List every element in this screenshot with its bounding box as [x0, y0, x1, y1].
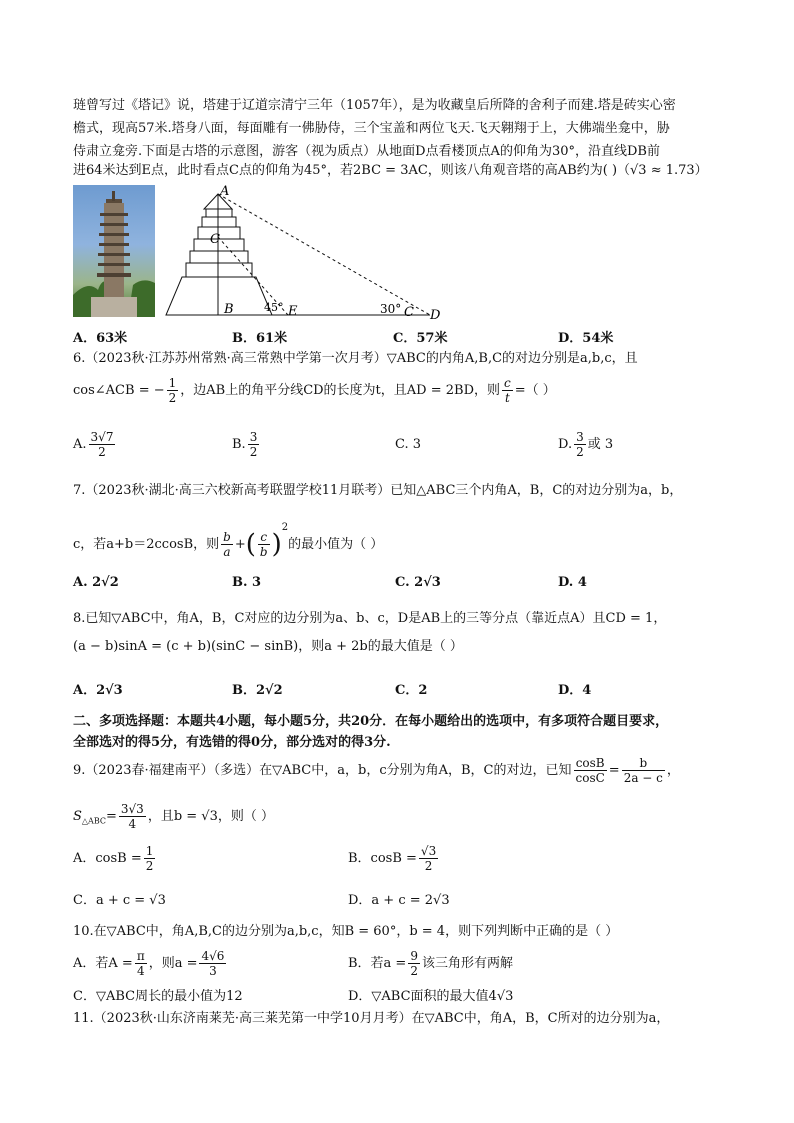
q9-intro: 9.（2023春·福建南平）（多选）在▽ABC中，a，b，c分别为角A，B，C的对边，已知	[73, 763, 572, 778]
q10-option-a-frac2-den: 3	[209, 964, 217, 978]
q9-option-d[interactable]: D．a + c = 2√3	[348, 893, 450, 908]
q9-option-b-frac	[419, 844, 438, 873]
q9-option-a-frac	[144, 844, 156, 873]
label-D: D	[430, 308, 441, 321]
q7-frac-ba-den: a	[223, 545, 231, 559]
q6-option-b-frac	[248, 430, 260, 459]
q10-option-a-frac1	[135, 949, 147, 978]
label-45: 45°	[264, 301, 284, 314]
q10-line1: 10.在▽ABC中，角A,B,C的边分别为a,b,c，知B = 60°，b = 4，则下列判断中正确的是（ ）	[73, 924, 619, 939]
q6-option-a-num: 3√7	[90, 430, 114, 444]
q5-option-b[interactable]: B．61米	[232, 331, 288, 346]
q9-area-sub: △ABC	[81, 816, 106, 826]
q6-condition: ，边AB上的角平分线CD的长度为t，且AD = 2BD，则	[180, 383, 501, 398]
q7-line2	[73, 508, 383, 565]
q9-option-b-label: B．cosB =	[348, 851, 417, 866]
q10-option-a-frac2	[199, 949, 226, 978]
q9-line1	[73, 752, 680, 790]
q8-line1: 8.已知▽ABC中，角A，B，C对应的边分别为a、b、c，D是AB上的三等分点（靠近点A）且CD = 1，	[73, 611, 667, 626]
q10-option-a-frac1-num: π	[136, 949, 145, 963]
q7-frac-cb-num: c	[258, 530, 270, 545]
q8-option-d[interactable]: D．4	[558, 683, 592, 698]
q9-frac-b	[622, 756, 665, 785]
q6-option-b-den: 2	[249, 445, 258, 459]
q9-line2	[73, 798, 274, 841]
q10-option-b-label: B．若a =	[348, 956, 407, 971]
q7-frac-ba-num: b	[223, 530, 231, 544]
q5-line4: 进64米达到E点，此时看点C点的仰角为45°，若2BC = 3AC，则该八角观音塔的高AB约为( )（√3 ≈ 1.73）	[73, 163, 708, 178]
q7-paren-right: )	[271, 529, 282, 560]
q7-ask: 的最小值为（ ）	[288, 537, 384, 552]
q5-line2: 檐式，现高57米.塔身八面，每面雕有一佛胁侍，三个宝盖和两位飞天.飞天翱翔于上，大佛端坐龛中，胁	[73, 121, 670, 136]
q9-area-eq: =	[105, 809, 117, 824]
section2-line1: 二、多项选择题：本题共4小题，每小题5分，共20分．在每小题给出的选项中，有多项符合题目要求，	[73, 714, 669, 729]
q6-option-b-label: B.	[232, 437, 246, 452]
q5-line1: 琏曾写过《塔记》说，塔建于辽道宗清宁三年（1057年），是为收藏皇后所降的舍利子而建.塔是砖实心密	[73, 98, 676, 113]
q8-line2: (a − b)sinA = (c + b)(sinC − sinB)，则a + 2b的最大值是（ ）	[73, 639, 463, 654]
q10-option-a-label: A．若A =	[73, 956, 133, 971]
q6-ask: =（ ）	[514, 383, 556, 398]
q10-option-c[interactable]: C．▽ABC周长的最小值为12	[73, 989, 243, 1004]
q7-option-d[interactable]: D. 4	[558, 575, 587, 590]
q10-option-d[interactable]: D．▽ABC面积的最大值4√3	[348, 989, 514, 1004]
q8-option-b[interactable]: B．2√2	[232, 683, 283, 698]
pagoda-photo-drawing	[73, 185, 155, 317]
q6-frac-half-den: 2	[168, 391, 177, 405]
q7-line1: 7.（2023秋·湖北·高三六校新高考联盟学校11月联考）已知△ABC三个内角A，B，C的对边分别为a，b，	[73, 483, 683, 498]
label-C-top: C	[210, 232, 220, 247]
q6-option-b-num: 3	[249, 430, 258, 444]
q6-frac-ct	[502, 376, 513, 405]
label-C-bottom: C	[404, 305, 414, 320]
q6-option-d[interactable]	[558, 428, 613, 462]
q7-square: 2	[281, 522, 289, 533]
label-E: E	[288, 304, 298, 319]
q9-eq: =	[608, 763, 620, 778]
pagoda-diagram	[160, 185, 450, 321]
q6-option-d-label: D.	[558, 437, 573, 452]
q8-option-a[interactable]: A．2√3	[73, 683, 123, 698]
q6-option-d-tail: 或 3	[587, 437, 614, 452]
label-A: A	[220, 185, 230, 199]
q6-frac-ct-den: t	[504, 391, 510, 405]
q9-frac-cos-den: cosC	[575, 771, 605, 785]
q9-frac-cos-num: cosB	[574, 756, 607, 771]
q5-line3: 侍肃立龛旁.下面是古塔的示意图，游客（视为质点）从地面D点看楼顶点A的仰角为30°，沿直线DB前	[73, 144, 660, 159]
q6-line1: 6.（2023秋·江苏苏州常熟·高三常熟中学第一次月考）▽ABC的内角A,B,C的对边分别是a,b,c，且	[73, 351, 638, 366]
q9-option-a-label: A．cosB =	[73, 851, 142, 866]
q9-frac-area	[119, 802, 146, 831]
q7-option-a[interactable]: A. 2√2	[73, 575, 119, 590]
q5-option-d[interactable]: D．54米	[558, 331, 614, 346]
q7-frac-cb	[258, 530, 270, 559]
q9-option-a[interactable]	[73, 842, 157, 876]
q10-option-b-tail: 该三角形有两解	[421, 956, 513, 971]
q9-frac-cos	[574, 756, 607, 785]
label-B: B	[224, 302, 234, 317]
q7-option-c[interactable]: C. 2√3	[395, 575, 441, 590]
q9-frac-b-num: b	[622, 756, 665, 771]
q9-option-b-den: 2	[424, 859, 433, 873]
q9-option-a-num: 1	[145, 844, 154, 858]
q10-option-b[interactable]	[348, 946, 513, 982]
q6-option-c[interactable]: C. 3	[395, 437, 422, 452]
q10-option-a-frac1-den: 4	[136, 964, 145, 978]
q9-option-c[interactable]: C．a + c = √3	[73, 893, 166, 908]
q5-option-c[interactable]: C．57米	[393, 331, 448, 346]
q5-option-a[interactable]: A．63米	[73, 331, 128, 346]
q6-frac-ct-num: c	[504, 376, 511, 390]
q10-option-b-num: 9	[410, 949, 418, 963]
q7-plus: +	[234, 537, 246, 552]
q9-area-symbol: S	[73, 809, 82, 824]
q7-paren-left: (	[245, 529, 256, 560]
pagoda-photo	[73, 185, 155, 317]
q7-option-b[interactable]: B. 3	[232, 575, 262, 590]
q11-line1: 11.（2023秋·山东济南莱芜·高三莱芜第一中学10月月考）在▽ABC中，角A，B，C所对的边分别为a，	[73, 1011, 670, 1026]
q6-line2	[73, 374, 556, 408]
q10-option-a[interactable]	[73, 946, 228, 982]
q8-option-c[interactable]: C．2	[395, 683, 428, 698]
q6-option-a-frac	[89, 430, 116, 459]
q9-frac-area-den: 4	[128, 817, 137, 831]
q9-frac-area-num: 3√3	[120, 802, 144, 816]
q6-option-d-frac	[574, 430, 586, 459]
q10-option-a-mid: ，则a =	[148, 956, 198, 971]
q7-frac-cb-den: b	[259, 545, 268, 559]
q7-frac-ba	[221, 530, 233, 559]
q6-option-d-num: 3	[576, 430, 584, 444]
section2-line2: 全部选对的得5分，有选错的得0分，部分选对的得3分.	[73, 735, 391, 750]
q9-ask: ，且b = √3，则（ ）	[147, 809, 274, 824]
q6-cos-expr: cos∠ACB = −	[73, 383, 165, 398]
q7-condition: c，若a+b＝2ccosB，则	[73, 537, 220, 552]
q9-comma: ，	[666, 763, 680, 778]
q9-option-b[interactable]	[348, 842, 440, 876]
q6-option-d-den: 2	[576, 445, 584, 459]
q6-option-a-den: 2	[98, 445, 106, 459]
q10-option-b-frac	[408, 949, 420, 978]
q9-option-b-num: √3	[420, 844, 437, 858]
q6-frac-half	[167, 376, 179, 405]
q10-option-b-den: 2	[410, 964, 418, 978]
label-30: 30°	[380, 302, 402, 316]
q9-option-a-den: 2	[145, 859, 154, 873]
q6-frac-half-num: 1	[168, 376, 177, 390]
q6-option-a[interactable]	[73, 428, 117, 462]
q10-option-a-frac2-num: 4√6	[201, 949, 225, 963]
q6-option-a-label: A.	[73, 437, 87, 452]
q9-frac-b-den: 2a − c	[623, 771, 663, 785]
q6-option-b[interactable]	[232, 428, 261, 462]
